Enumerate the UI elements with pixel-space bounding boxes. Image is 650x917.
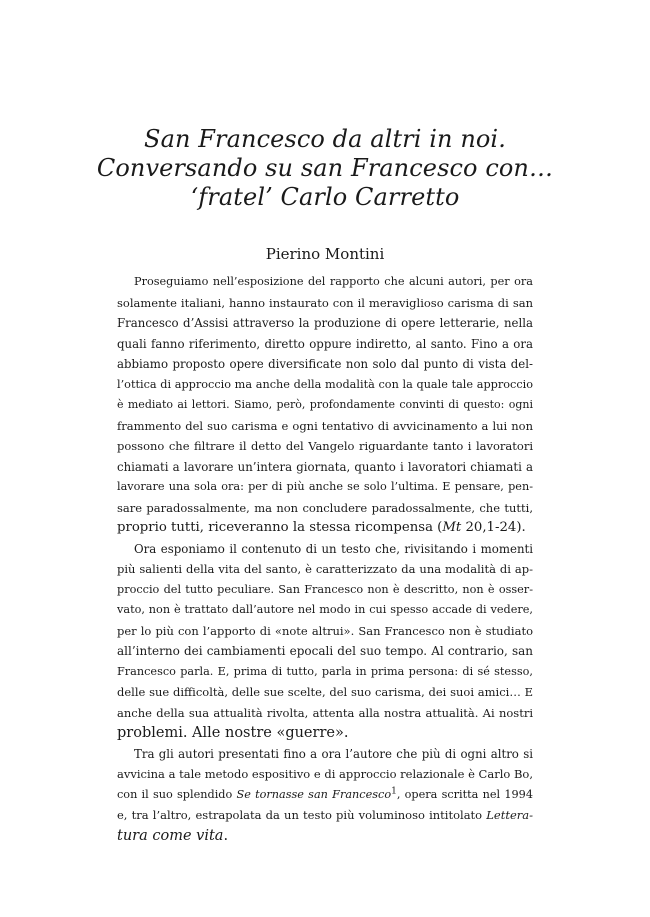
body-line: Proseguiamo nell’esposizione del rapporto che alcuni autori, per ora <box>134 275 533 288</box>
body-line: quali fanno riferimento, diretto oppure indiretto, al santo. Fino a ora <box>117 336 533 351</box>
body-line <box>117 785 533 806</box>
body-text: proprio tutti, riceveranno la stessa ricompensa ( <box>117 520 443 535</box>
body-line: all’interno dei cambiamenti epocali del suo tempo. Al contrario, san <box>117 644 533 658</box>
body-line: frammento del suo carisma e ogni tentativo di avvicinamento a lui non <box>117 418 533 433</box>
body-line: delle sue difficoltà, delle sue scelte, del suo carisma, dei suoi amici… E <box>117 685 533 699</box>
body-text: . <box>223 827 229 844</box>
scripture-reference: Mt <box>442 520 462 535</box>
body-line: proccio del tutto peculiare. San Francesco non è descritto, non è osser- <box>117 582 533 596</box>
body-line <box>117 826 533 847</box>
body-line: Ora esponiamo il contenuto di un testo che, rivisitando i momenti <box>134 541 533 556</box>
title-line-3: ‘fratel’ Carlo Carretto <box>190 183 460 211</box>
body-line: possono che filtrare il detto del Vangelo riguardante tanto i lavoratori <box>117 439 533 453</box>
body-line: più salienti della vita del santo, è caratterizzato da una modalità di ap- <box>117 562 533 576</box>
body-text: , opera scritta nel 1994 <box>396 787 533 801</box>
body-text: 20,1-24). <box>461 520 526 535</box>
title-line-1: San Francesco da altri in noi. <box>144 125 506 153</box>
body-line: Francesco parla. E, prima di tutto, parla in prima persona: di sé stesso, <box>117 664 533 678</box>
body-line <box>117 518 533 539</box>
body-line: l’ottica di approccio ma anche della modalità con la quale tale approccio <box>117 377 533 391</box>
body-line: solamente italiani, hanno instaurato con il meraviglioso carisma di san <box>117 295 533 310</box>
author-name: Pierino Montini <box>265 245 385 263</box>
body-line: avvicina a tale metodo espositivo e di approccio relazionale è Carlo Bo, <box>117 767 533 781</box>
body-text: e, tra l’altro, estrapolata da un testo più voluminoso intitolato <box>117 808 487 822</box>
work-title: Se tornasse san Francesco <box>236 787 392 801</box>
body-line: abbiamo proposto opere diversificate non solo dal punto di vista del- <box>117 357 533 371</box>
footnote-marker[interactable]: 1 <box>391 785 397 796</box>
body-line: è mediato ai lettori. Siamo, però, profondamente convinti di questo: ogni <box>117 398 533 411</box>
body-text: con il suo splendido <box>117 787 237 801</box>
body-line: vato, non è trattato dall’autore nel modo in cui spesso accade di vedere, <box>117 603 533 616</box>
title-line-2: Conversando su san Francesco con… <box>96 154 554 182</box>
body-line <box>117 805 533 826</box>
body-line: anche della sua attualità rivolta, attenta alla nostra attualità. Ai nostri <box>117 705 533 720</box>
body-line: lavorare una sola ora: per di più anche se solo l’ultima. E pensare, pen- <box>117 480 533 493</box>
body-line: Francesco d’Assisi attraverso la produzione di opere letterarie, nella <box>117 316 533 330</box>
body-line: Tra gli autori presentati fino a ora l’autore che più di ogni altro si <box>134 746 533 761</box>
work-title: tura come vita <box>117 827 224 844</box>
work-title: Lettera- <box>486 808 533 822</box>
article-body <box>117 272 533 846</box>
body-line: per lo più con l’apporto di «note altrui». San Francesco non è studiato <box>117 623 533 638</box>
body-line: sare paradossalmente, ma non concludere paradossalmente, che tutti, <box>117 500 533 515</box>
body-line: problemi. Alle nostre «guerre». <box>117 725 349 741</box>
body-line: chiamati a lavorare un’intera giornata, quanto i lavoratori chiamati a <box>117 459 533 474</box>
